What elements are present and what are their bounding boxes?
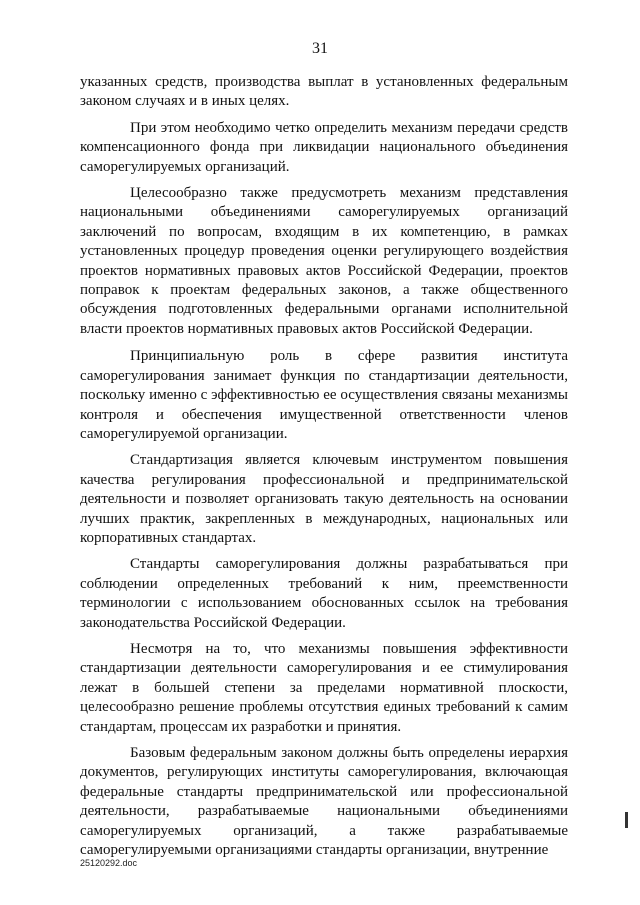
paragraph-5: Стандартизация является ключевым инструментом повышения качества регулирования профессиональной и предпринимательской деятельности и позволяет организовать такую деятельность на основании лучших практик, закрепленных в международных, национальных или корпоративных стандартах.	[80, 452, 568, 546]
paragraph-4: Принципиальную роль в сфере развития института саморегулирования занимает функция по стандартизации деятельности, поскольку именно с эффективностью ее осуществления связаны механизмы контроля и обеспечения имущественной ответственности членов саморегулируемой организации.	[80, 348, 568, 442]
paragraph-3: Целесообразно также предусмотреть механизм представления национальными объединениями саморегулируемых организаций заключений по вопросам, входящим в их компетенцию, в рамках установленных процедур проведения оценки регулирующего воздействия проектов нормативных правовых актов Российской Федерации, проектов поправок к проектам федеральных законов, а также общественного обсуждения подготовленных федеральными органами исполнительной власти проектов нормативных правовых актов Российской Федерации.	[80, 185, 568, 337]
paragraph-7: Несмотря на то, что механизмы повышения эффективности стандартизации деятельности саморегулирования и ее стимулирования лежат в большей степени за пределами нормативной плоскости, целесообразно решение проблемы отсутствия единых требований к самим стандартам, процессам их разработки и принятия.	[80, 640, 568, 735]
paragraph-2: При этом необходимо четко определить механизм передачи средств компенсационного фонда при ликвидации национального объединения саморегулируемых организаций.	[80, 119, 568, 175]
margin-mark	[625, 812, 628, 828]
paragraph-6: Стандарты саморегулирования должны разрабатываться при соблюдении определенных требований к ним, преемственности терминологии с использованием обоснованных ссылок на требования законодательства Российской Федерации.	[80, 556, 568, 631]
footer-filename: 25120292.doc	[80, 858, 138, 868]
page-number: 31	[312, 40, 328, 57]
paragraph-8: Базовым федеральным законом должны быть определены иерархия документов, регулирующих институты саморегулирования, включающая федеральные стандарты предпринимательской или профессиональной деятельности, разрабатываемые национальными объединениями саморегулируемых организаций, а также разрабатываемые саморегулируемыми организациями стандарты организации, внутренние	[80, 745, 568, 859]
paragraph-1: указанных средств, производства выплат в установленных федеральным законом случаях и в иных целях.	[80, 74, 568, 110]
document-body	[80, 73, 568, 860]
